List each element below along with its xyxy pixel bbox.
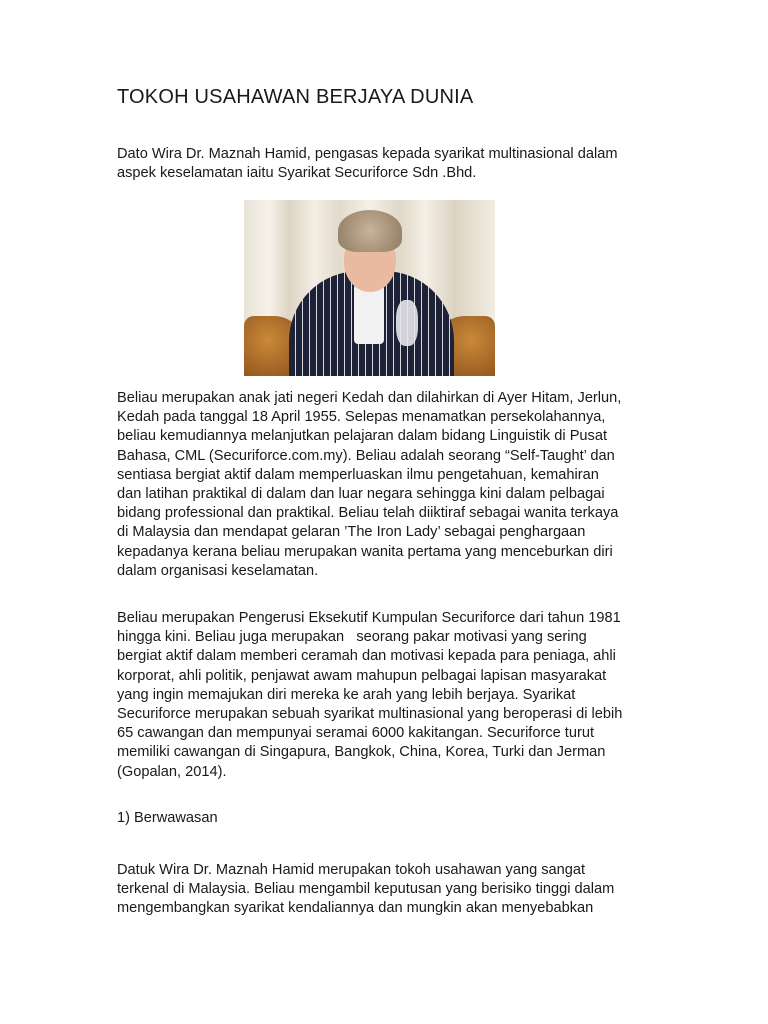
text-line: Kedah pada tanggal 18 April 1955. Selepas menamatkan persekolahannya,: [117, 409, 606, 426]
text-line: dalam organisasi keselamatan.: [117, 562, 319, 579]
biography-paragraph: [117, 389, 621, 581]
text-line: kepadanya kerana beliau merupakan wanita pertama yang menceburkan diri: [117, 543, 613, 560]
text-line: Datuk Wira Dr. Maznah Hamid merupakan tokoh usahawan yang sangat: [117, 862, 586, 878]
text-line: terkenal di Malaysia. Beliau mengambil keputusan yang berisiko tinggi dalam: [117, 881, 615, 898]
portrait-photo: [244, 200, 495, 376]
text-line: dan latihan praktikal di dalam dan luar negara sehingga kini dalam pelbagai: [117, 486, 605, 503]
text-line: hingga kini. Beliau juga merupakan seorang pakar motivasi yang sering: [117, 629, 587, 646]
brooch: [396, 300, 418, 346]
text-line: bergiat aktif dalam memberi ceramah dan motivasi kepada para peniaga, ahli: [117, 648, 616, 665]
text-line: 65 cawangan dan mempunyai seramai 6000 kakitangan. Securiforce turut: [117, 725, 595, 742]
document-title: TOKOH USAHAWAN BERJAYA DUNIA: [117, 86, 474, 108]
text-line: di Malaysia dan mendapat gelaran ’The Iron Lady’ sebagai penghargaan: [117, 524, 586, 541]
heading-text: 1) Berwawasan: [117, 810, 218, 826]
text-line: Securiforce merupakan sebuah syarikat multinasional yang beroperasi di lebih: [117, 706, 623, 723]
vision-paragraph: [117, 861, 614, 919]
collar: [354, 284, 384, 344]
text-line: (Gopalan, 2014).: [117, 763, 227, 780]
text-line: yang ingin memajukan diri mereka ke arah yang lebih berjaya. Syarikat: [117, 686, 576, 703]
text-line: Beliau merupakan Pengerusi Eksekutif Kumpulan Securiforce dari tahun 1981: [117, 610, 621, 626]
text-line: bidang professional dan praktikal. Beliau telah diiktiraf sebagai wanita terkaya: [117, 505, 619, 522]
headscarf: [338, 210, 402, 252]
text-line: aspek keselamatan iaitu Syarikat Securiforce Sdn .Bhd.: [117, 165, 477, 182]
career-paragraph: [117, 609, 622, 782]
text-line: Dato Wira Dr. Maznah Hamid, pengasas kepada syarikat multinasional dalam: [117, 146, 618, 162]
text-line: korporat, ahli politik, penjawat awam mahupun pelbagai lapisan masyarakat: [117, 667, 607, 684]
text-line: Beliau merupakan anak jati negeri Kedah dan dilahirkan di Ayer Hitam, Jerlun,: [117, 390, 622, 406]
intro-paragraph: [117, 145, 617, 183]
text-line: beliau kemudiannya melanjutkan pelajaran dalam bidang Linguistik di Pusat: [117, 428, 608, 445]
text-line: memiliki cawangan di Singapura, Bangkok, China, Korea, Turki dan Jerman: [117, 744, 606, 761]
text-line: sentiasa bergiat aktif dalam memperluaskan ilmu pengetahuan, kemahiran: [117, 466, 599, 483]
text-line: mengembangkan syarikat kendaliannya dan mungkin akan menyebabkan: [117, 900, 594, 917]
section-heading: [117, 809, 218, 828]
text-line: Bahasa, CML (Securiforce.com.my). Beliau adalah seorang “Self-Taught’ dan: [117, 447, 615, 464]
